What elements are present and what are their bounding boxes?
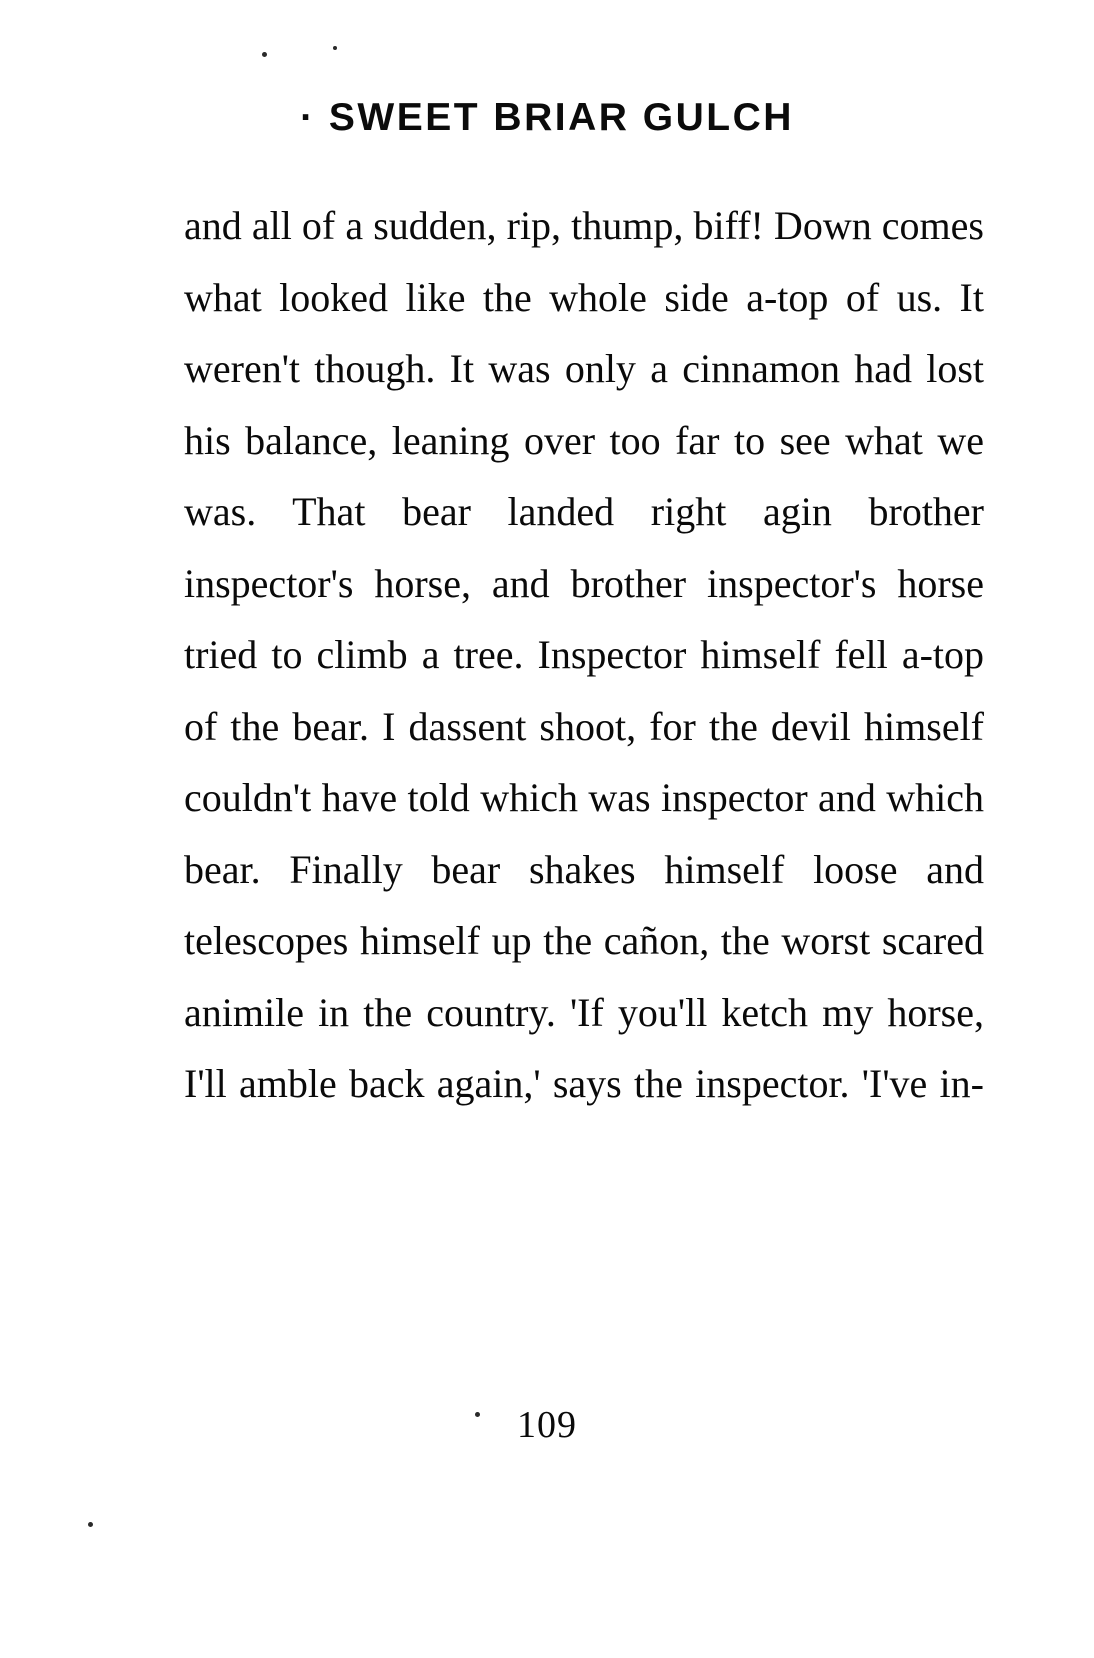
body-paragraph: and all of a sudden, rip, thump, biff! Down comes what looked like the whole side a-top of us. It weren't though. It was only a cinnamon had lost his balance, leaning over too far to see what we was. That bear landed right agin brother inspector's horse, and brother inspector's horse tried to climb a tree. Inspector himself fell a-top of the bear. I dassent shoot, for the devil himself couldn't have told which was inspector and which bear. Finally bear shakes himself loose and telescopes himself up the cañon, the worst scared animile in the country. 'If you'll ketch my horse, I'll amble back again,' says the inspector. 'I've in- — [184, 203, 984, 1106]
body-text — [184, 190, 984, 1120]
paper-speck-icon — [262, 52, 267, 57]
paper-speck-icon — [88, 1522, 93, 1527]
page-number: 109 — [517, 1404, 577, 1446]
running-head: · SWEET BRIAR GULCH — [300, 96, 794, 139]
paper-speck-icon — [333, 46, 337, 50]
